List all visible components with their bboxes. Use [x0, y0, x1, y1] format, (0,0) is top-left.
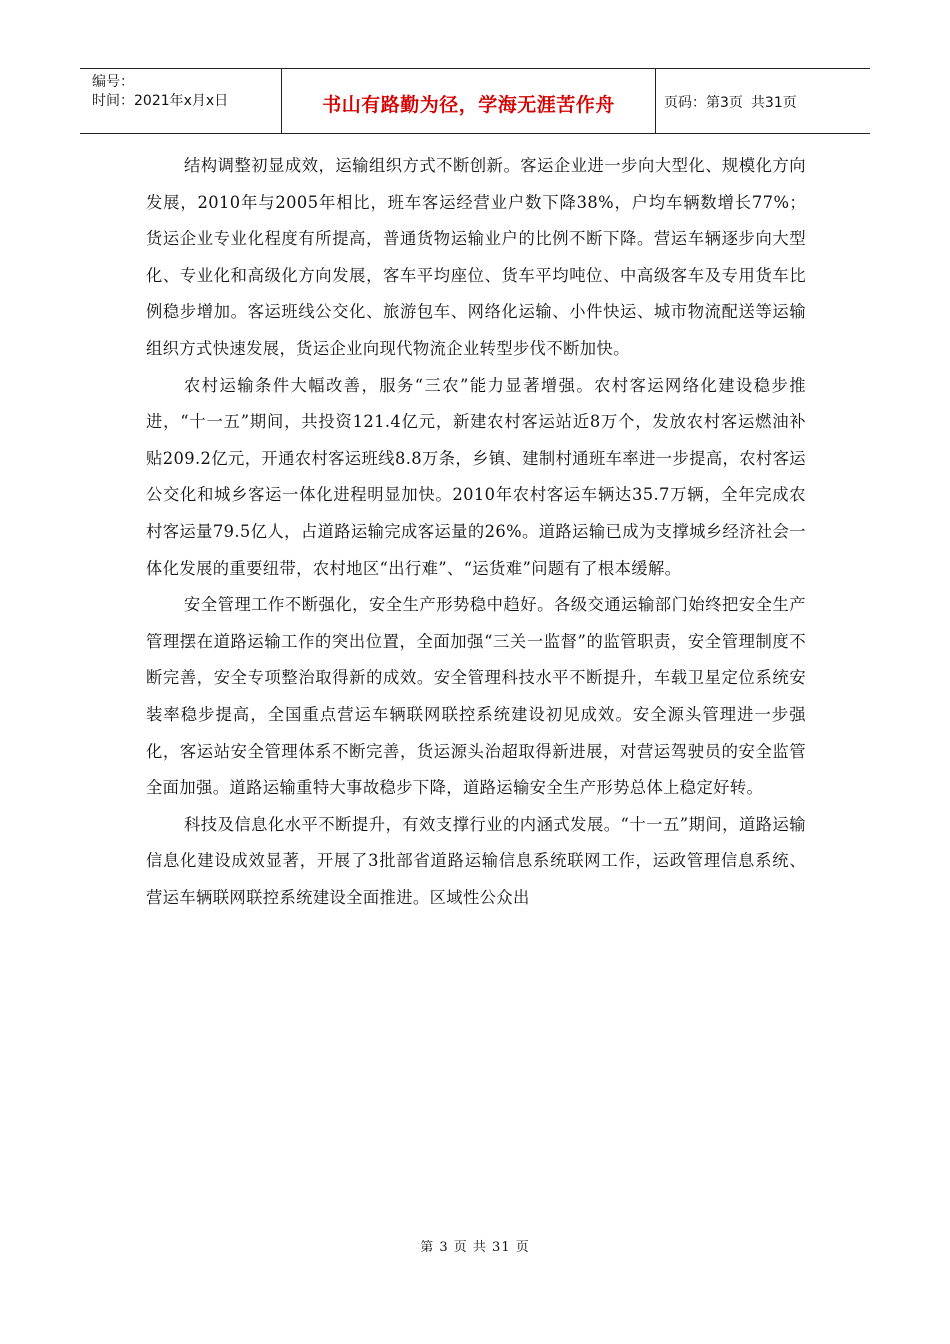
document-date-label: 时间：2021年x月x日: [92, 93, 229, 109]
document-number-label: 编号：: [92, 74, 134, 90]
paragraph-rural-transport: 农村运输条件大幅改善，服务“三农”能力显著增强。农村客运网络化建设稳步推进，“十一五”期间，共投资121.4亿元，新建农村客运站近8万个，发放农村客运燃油补贴209.2亿元，开通农村客运班线8.8万条，乡镇、建制村通班车率进一步提高，农村客运公交化和城乡客运一体化进程明显加快。2010年农村客运车辆达35.7万辆，全年完成农村客运量79.5亿人，占道路运输完成客运量的26%。道路运输已成为支撑城乡经济社会一体化发展的重要纽带，农村地区“出行难”、“运货难”问题有了根本缓解。: [146, 375, 806, 578]
footer-page-number: 第 3 页 共 31 页: [420, 1240, 530, 1255]
header-page-number: 页码：第3页: [664, 95, 743, 111]
page-header: [80, 68, 870, 134]
header-page-total: 共31页: [750, 95, 797, 111]
paragraph-safety-management: 安全管理工作不断强化，安全生产形势稳中趋好。各级交通运输部门始终把安全生产管理摆在道路运输工作的突出位置，全面加强“三关一监督”的监管职责，安全管理制度不断完善，安全专项整治取得新的成效。安全管理科技水平不断提升，车载卫星定位系统安装率稳步提高，全国重点营运车辆联网联控系统建设初见成效。安全源头管理进一步强化，客运站安全管理体系不断完善，货运源头治超取得新进展，对营运驾驶员的安全监管全面加强。道路运输重特大事故稳步下降，道路运输安全生产形势总体上稳定好转。: [146, 595, 806, 798]
document-body: [146, 148, 806, 916]
header-page-cell: [656, 69, 870, 133]
paragraph-technology-informatization: 科技及信息化水平不断提升，有效支撑行业的内涵式发展。“十一五”期间，道路运输信息化建设成效显著，开展了3批部省道路运输信息系统联网工作，运政管理信息系统、营运车辆联网联控系统建设全面推进。区域性公众出: [146, 814, 806, 907]
paragraph-structure-adjustment: 结构调整初显成效，运输组织方式不断创新。客运企业进一步向大型化、规模化方向发展，2010年与2005年相比，班车客运经营业户数下降38%，户均车辆数增长77%；货运企业专业化程度有所提高，普通货物运输业户的比例不断下降。营运车辆逐步向大型化、专业化和高级化方向发展，客车平均座位、货车平均吨位、中高级客车及专用货车比例稳步增加。客运班线公交化、旅游包车、网络化运输、小件快运、城市物流配送等运输组织方式快速发展，货运企业向现代物流企业转型步伐不断加快。: [146, 156, 806, 358]
page-footer: [0, 1236, 950, 1255]
header-motto: 书山有路勤为径，学海无涯苦作舟: [322, 93, 615, 116]
header-motto-cell: [282, 69, 656, 133]
header-meta-cell: [80, 69, 282, 133]
